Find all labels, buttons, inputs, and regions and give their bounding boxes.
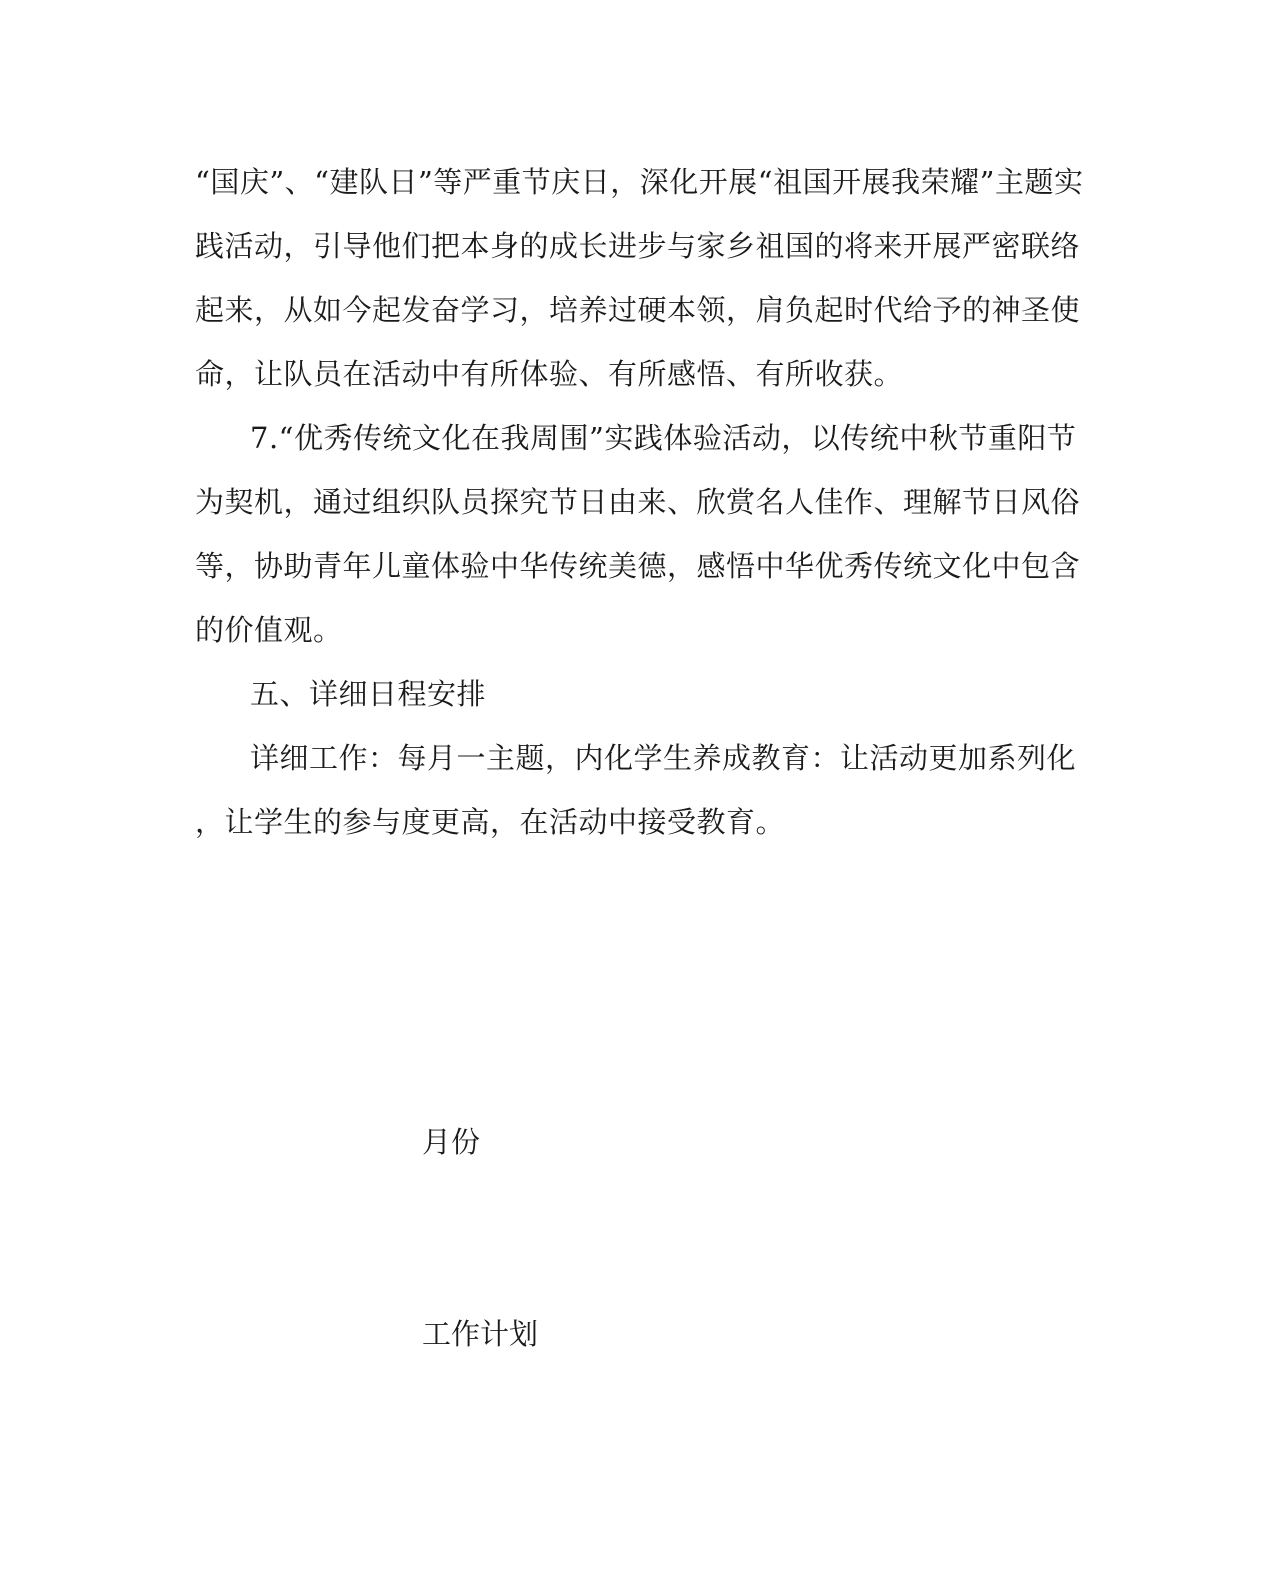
table-header-month: 月份 [422,1125,481,1159]
paragraph-2-line-4: 的价值观。 [195,613,343,647]
paragraph-3-line-2: ，让学生的参与度更高，在活动中接受教育。 [195,805,786,839]
table-header-plan: 工作计划 [422,1317,539,1351]
paragraph-1-line-4: 命，让队员在活动中有所体验、有所感悟、有所收获。 [195,357,904,391]
paragraph-1-line-2: 践活动，引导他们把本身的成长进步与家乡祖国的将来开展严密联络 [195,229,1081,263]
paragraph-1-line-1: “国庆”、“建队日”等严重节庆日，深化开展“祖国开展我荣耀”主题实 [195,165,1084,199]
section-heading: 五、详细日程安排 [250,677,487,711]
paragraph-1-line-3: 起来，从如今起发奋学习，培养过硬本领，肩负起时代给予的神圣使 [195,293,1081,327]
paragraph-2-line-1: 7.“优秀传统文化在我周围”实践体验活动，以传统中秋节重阳节 [250,421,1077,455]
paragraph-3-line-1: 详细工作：每月一主题，内化学生养成教育：让活动更加系列化 [250,741,1077,775]
paragraph-2-line-2: 为契机，通过组织队员探究节日由来、欣赏名人佳作、理解节日风俗 [195,485,1081,519]
paragraph-2-line-3: 等，协助青年儿童体验中华传统美德，感悟中华优秀传统文化中包含 [195,549,1081,583]
